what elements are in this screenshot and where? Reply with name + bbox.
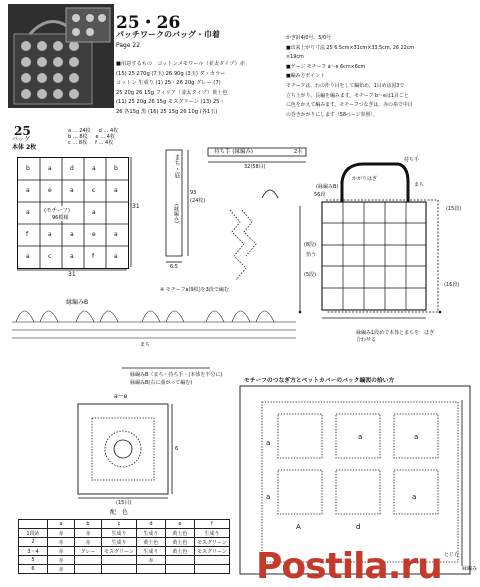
motif-label: a〜e xyxy=(114,393,128,400)
color-table-caption: 配 色 xyxy=(110,509,129,516)
joining-label: a xyxy=(266,439,271,447)
grid-cell: a xyxy=(70,231,74,238)
pattern-number: 25・26 xyxy=(116,13,181,33)
grid-height-label: 31 xyxy=(132,203,140,210)
table-header: f xyxy=(194,520,229,529)
table-cell: 生成り xyxy=(102,538,137,547)
legend-item: f … 4枚 xyxy=(95,140,114,146)
instruction-line: ■出来上がり寸法 25 6.5cm×31cm×33.5cm, 26 22cm xyxy=(286,44,415,51)
instruction-line: かぎ針4/0号、5/0号 xyxy=(286,35,332,41)
grid-cell: e xyxy=(92,231,96,238)
instruction-line: ×19cm xyxy=(286,54,304,61)
bag-label: (16段) xyxy=(444,282,460,288)
grid-cell: c xyxy=(92,187,96,194)
color-table xyxy=(18,519,230,574)
table-cell: モスグリーン xyxy=(102,547,137,556)
grid-cell: a xyxy=(70,253,74,260)
table-cell xyxy=(194,556,229,565)
table-cell: 6 xyxy=(19,565,48,574)
table-cell xyxy=(75,565,102,574)
side-panel-dim: 6.5 xyxy=(170,264,178,270)
joining-label: a xyxy=(358,433,363,441)
grid-cell: b xyxy=(26,165,30,172)
instruction-line: ■ゲージ モチーフ a〜e 6cm×6cm xyxy=(286,63,366,70)
side-panel-note: ※ モチーフa(9枚)を3段で編む xyxy=(160,287,229,293)
materials-line: (15) 25 270g (7玉) 26 90g (3玉) ダ・カラー xyxy=(116,70,226,77)
motif-size: (15目) xyxy=(116,500,132,506)
joining-title: モチーフのつなぎ方とペットカバーのバック編図の拾い方 xyxy=(244,378,395,384)
table-cell: 黄土色 xyxy=(165,538,194,547)
joining-label: a xyxy=(266,493,271,501)
grid-center-label: (モチーフ) xyxy=(44,208,71,214)
table-row xyxy=(19,520,230,529)
edging-note: 縁編みB(右に曲がって編む) xyxy=(130,380,193,386)
bag-panel-number: 25 xyxy=(14,124,31,138)
grid-cell: a xyxy=(26,187,30,194)
table-row xyxy=(19,529,230,538)
table-cell xyxy=(102,556,137,565)
grid-cell: a xyxy=(48,165,52,172)
edging-side-label: まち xyxy=(140,342,151,348)
bag-panel-subtitle: バッグ xyxy=(12,136,31,143)
grid-cell: f xyxy=(92,253,95,260)
legend-item: c … 8枚 xyxy=(68,140,88,146)
bag-label: (8段) xyxy=(304,242,317,248)
table-cell xyxy=(194,565,229,574)
side-panel-dim: (24枚) xyxy=(190,198,206,204)
grid-width-label: 31 xyxy=(68,271,76,278)
motif-side: 6 xyxy=(175,446,179,452)
table-cell: グレー xyxy=(75,547,102,556)
grid-cell: e xyxy=(48,187,52,194)
site-watermark: Postila.ru xyxy=(256,546,442,587)
grid-cell: d xyxy=(70,165,74,172)
legend-item: e … 4枚 xyxy=(95,134,115,140)
table-cell: 赤 xyxy=(48,547,75,556)
bag-label: 56段 xyxy=(314,192,326,198)
bag-label: まち xyxy=(414,182,425,188)
legend-item: d … 4枚 xyxy=(98,128,119,134)
grid-center-sub: 96模様 xyxy=(52,215,69,221)
grid-cell: a xyxy=(114,187,118,194)
table-header: b xyxy=(75,520,102,529)
joining-label: a xyxy=(414,433,419,441)
grid-cell: a xyxy=(92,209,96,216)
table-cell: 生成り xyxy=(102,529,137,538)
grid-cell: a xyxy=(70,187,74,194)
table-row xyxy=(19,556,230,565)
grid-cell: a xyxy=(92,165,96,172)
grid-cell: a xyxy=(114,253,118,260)
table-cell: 赤 xyxy=(48,529,75,538)
table-cell: 1段め xyxy=(19,529,48,538)
table-cell: 黄土色 xyxy=(165,547,194,556)
joining-label: A xyxy=(296,523,301,531)
table-cell: 赤 xyxy=(75,538,102,547)
grid-cell: a xyxy=(26,209,30,216)
table-cell: 生成り xyxy=(136,529,165,538)
page-reference: Page 22 xyxy=(116,42,141,49)
joining-label: 縁編み xyxy=(462,566,478,572)
side-panel-dim: 93 xyxy=(190,190,197,196)
table-cell: 黄土色 xyxy=(136,538,165,547)
edging-note: 縁編みB（まち・持ち手・(本体を半分に) xyxy=(130,372,223,378)
edging-label: 縁編みB xyxy=(66,299,89,306)
table-cell: モスグリーン xyxy=(194,538,229,547)
table-row xyxy=(19,547,230,556)
table-cell: 赤 xyxy=(75,529,102,538)
table-row xyxy=(19,538,230,547)
instruction-line: に色をかえて編みます。モチーフつなぎは、赤の糸で中目 xyxy=(286,102,413,109)
bag-panel-body: 本体 2枚 xyxy=(12,144,37,151)
table-cell: 赤 xyxy=(48,565,75,574)
bag-label: (15段) xyxy=(446,206,462,212)
table-header: a xyxy=(48,520,75,529)
grid-cell: a xyxy=(114,231,118,238)
handle-label: 持ち手 (縁編み) xyxy=(214,149,254,155)
instruction-line: ■編み方ポイント xyxy=(286,73,325,80)
instruction-line: 立ち上がり、長編を編みます。モチーフ b〜eは1目ごと xyxy=(286,92,409,99)
table-cell xyxy=(102,565,137,574)
materials-line: 25 20g 26 15g フィリア（並太タイプ）黄土色 xyxy=(116,89,228,96)
handle-length: 32(58目) xyxy=(244,164,266,170)
materials-line: 26 各15g 黒 (16) 25 15g 26 10g (各1玉) xyxy=(116,108,218,115)
table-cell: 黄土色 xyxy=(165,529,194,538)
joining-label: d xyxy=(356,523,361,531)
joining-label: とじ方 xyxy=(444,552,460,558)
table-header: c xyxy=(102,520,137,529)
bag-label: (縁編みB) xyxy=(316,184,339,190)
table-cell: 赤 xyxy=(48,538,75,547)
table-cell: モスグリーン xyxy=(194,547,229,556)
side-panel-sub: (縁編み) xyxy=(173,204,179,223)
table-cell xyxy=(165,556,194,565)
table-cell: 2 xyxy=(19,538,48,547)
legend-item: b … 8枚 xyxy=(68,134,88,140)
grid-cell: a xyxy=(26,253,30,260)
table-cell xyxy=(75,556,102,565)
table-cell: 生成り xyxy=(194,529,229,538)
handle-size-note: 2本 xyxy=(294,149,303,155)
instruction-line: モチーフは、わの作り目をして編始め、1目めは図3で xyxy=(286,82,405,89)
table-header xyxy=(19,520,48,529)
table-cell: 赤 xyxy=(136,556,165,565)
table-cell: 赤 xyxy=(48,556,75,565)
joining-label: a xyxy=(412,493,417,501)
bag-label: 拾う xyxy=(306,252,317,258)
bag-label: 持ち手 xyxy=(404,157,420,163)
pattern-title: パッチワークのバッグ・巾着 xyxy=(116,30,220,39)
table-cell: 5 xyxy=(19,556,48,565)
materials-line: コットン 生成り (1) 25・26 20g グレー (7) xyxy=(116,80,221,86)
instruction-line: の巻きかがりにします（58ページ参照）。 xyxy=(286,111,378,118)
bag-label: 縁編み1段めで本体とまちを ほぎ合わせる xyxy=(356,330,435,343)
grid-cell: b xyxy=(114,165,118,172)
table-header: d xyxy=(136,520,165,529)
grid-cell: f xyxy=(26,231,29,238)
table-cell: 生成り xyxy=(136,547,165,556)
bag-label: (5段) xyxy=(304,272,317,278)
grid-cell: c xyxy=(48,253,52,260)
grid-cell: a xyxy=(48,231,52,238)
table-header: e xyxy=(165,520,194,529)
table-row xyxy=(19,565,230,574)
table-cell: 3・4 xyxy=(19,547,48,556)
materials-line: (11) 25 20g 26 15g モスグリーン (13) 25・ xyxy=(116,99,225,105)
table-cell xyxy=(165,565,194,574)
table-cell xyxy=(136,565,165,574)
bag-label: かがりはぎ xyxy=(352,176,378,182)
materials-line: ■用意するもの コットンメモワール（並太タイプ）赤 xyxy=(116,61,245,67)
side-panel-label: まち・底 xyxy=(173,154,180,178)
legend-item: a … 24枚 xyxy=(68,128,91,134)
